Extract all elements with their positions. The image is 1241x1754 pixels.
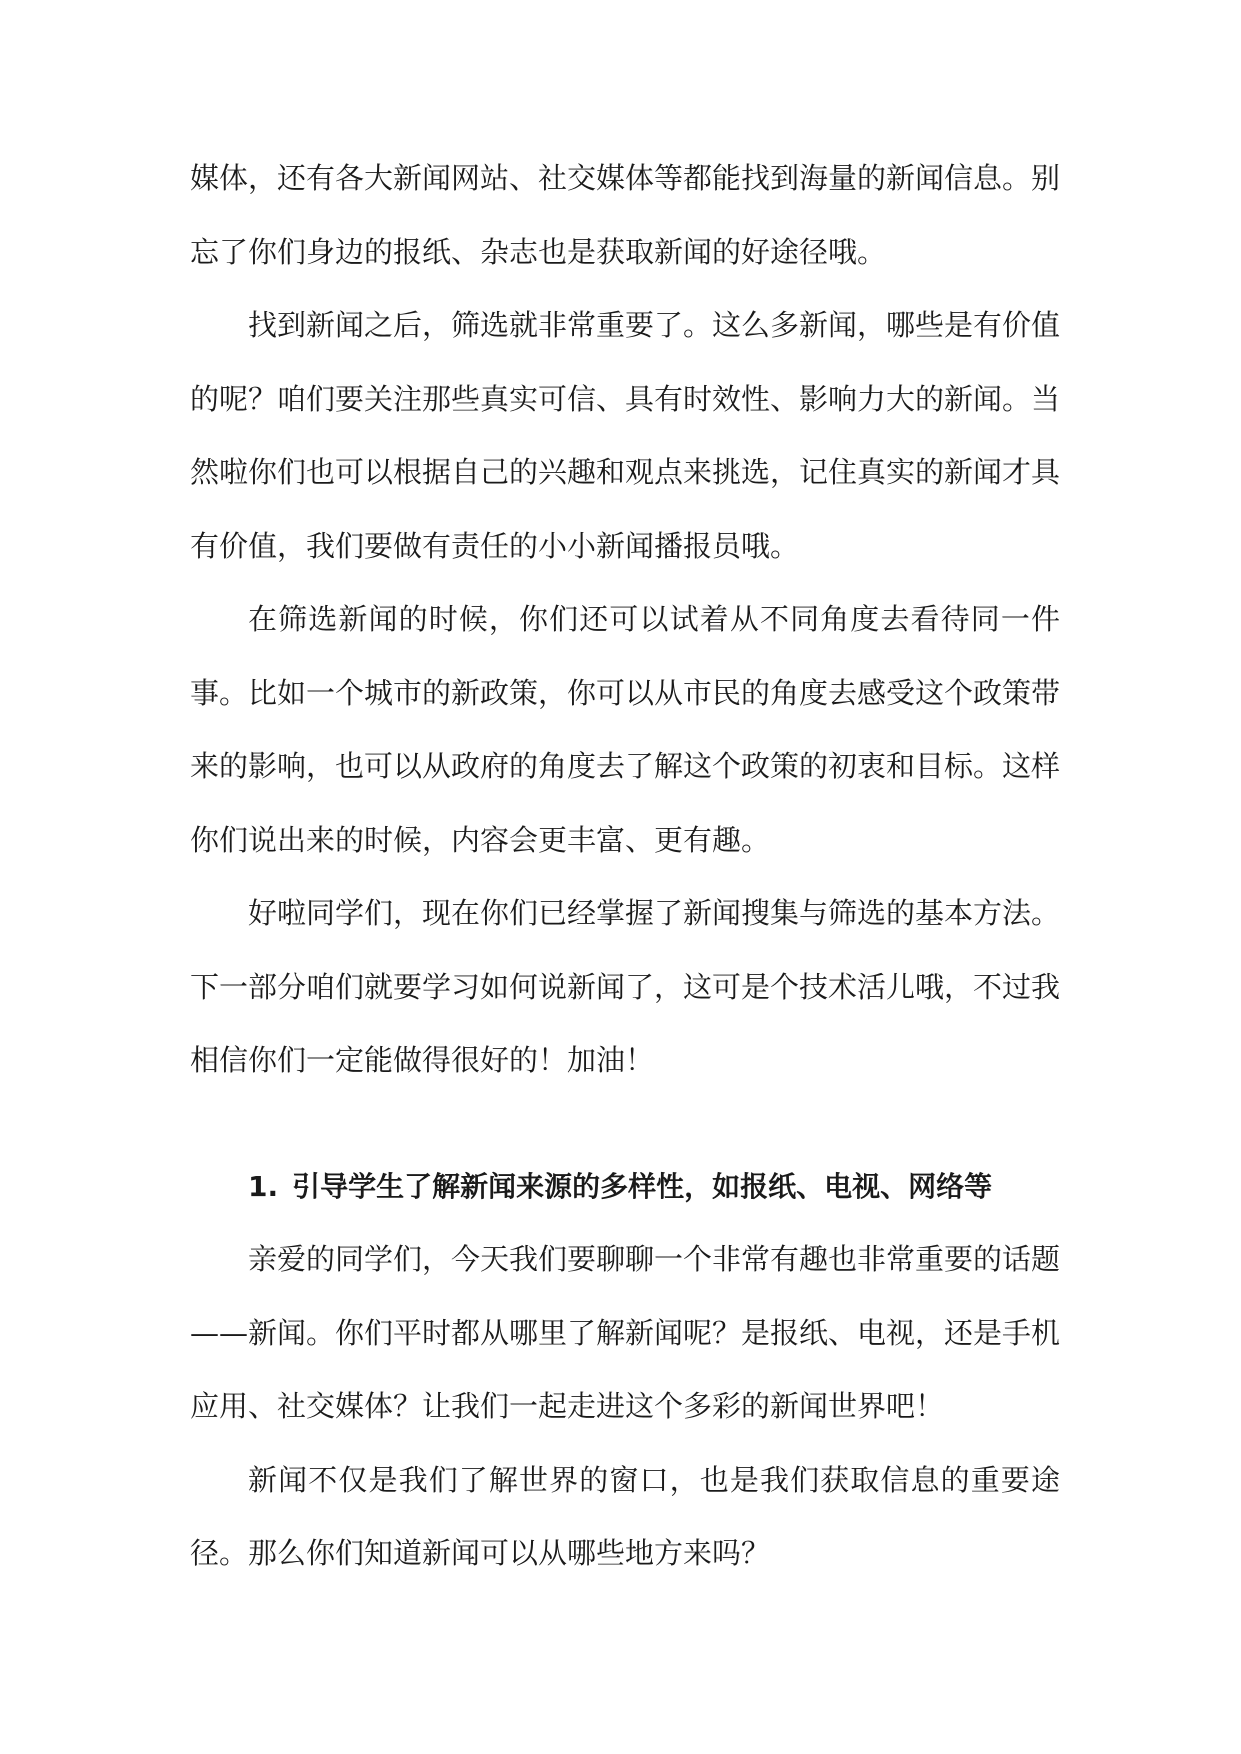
paragraph: 亲爱的同学们，今天我们要聊聊一个非常有趣也非常重要的话题——新闻。你们平时都从哪里了解新闻呢？是报纸、电视，还是手机应用、社交媒体？让我们一起走进这个多彩的新闻世界吧！ [190,1242,1061,1423]
document-body [190,142,1060,1591]
section-heading-text: 引导学生了解新闻来源的多样性，如报纸、电视、网络等 [292,1169,993,1203]
paragraph-continuation: 媒体，还有各大新闻网站、社交媒体等都能找到海量的新闻信息。别忘了你们身边的报纸、杂志也是获取新闻的好途径哦。 [190,161,1061,269]
paragraph: 新闻不仅是我们了解世界的窗口，也是我们获取信息的重要途径。那么你们知道新闻可以从哪些地方来吗？ [190,1462,1060,1570]
section-heading-number: 1. [248,1169,279,1203]
section-heading [190,1150,1060,1224]
paragraph: 好啦同学们，现在你们已经掌握了新闻搜集与筛选的基本方法。下一部分咱们就要学习如何说新闻了，这可是个技术活儿哦，不过我相信你们一定能做得很好的！加油！ [190,896,1061,1077]
paragraph: 在筛选新闻的时候，你们还可以试着从不同角度去看待同一件事。比如一个城市的新政策，你可以从市民的角度去感受这个政策带来的影响，也可以从政府的角度去了解这个政策的初衷和目标。这样你们说出来的时候，内容会更丰富、更有趣。 [190,602,1061,857]
paragraph: 找到新闻之后，筛选就非常重要了。这么多新闻，哪些是有价值的呢？咱们要关注那些真实可信、具有时效性、影响力大的新闻。当然啦你们也可以根据自己的兴趣和观点来挑选，记住真实的新闻才具有价值，我们要做有责任的小小新闻播报员哦。 [190,308,1061,563]
